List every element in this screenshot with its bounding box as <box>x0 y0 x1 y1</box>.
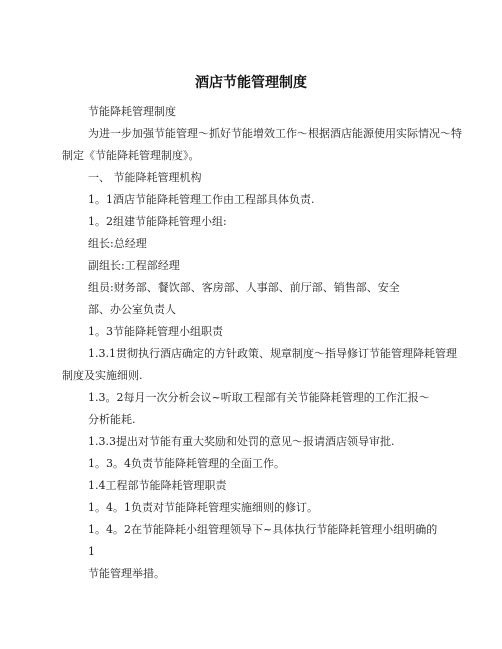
paragraph: 1.3.3提出对节能有重大奖励和处罚的意见～报请酒店领导审批. <box>88 435 395 448</box>
paragraph: 节能降耗管理制度 <box>88 105 176 118</box>
paragraph-line-continuation: 制定《节能降耗管理制度》。 <box>62 149 200 162</box>
paragraph: 副组长:工程部经理 <box>88 259 180 272</box>
paragraph: 分析能耗. <box>88 413 136 426</box>
paragraph-line-continuation: 制度及实施细则. <box>62 369 143 382</box>
subsection-heading: 1。3节能降耗管理小组职责 <box>88 325 223 338</box>
paragraph: 1。4。2在节能降耗小组管理领导下~具体执行节能降耗管理小组明确的 <box>88 523 438 536</box>
paragraph-line: 为进一步加强节能管理～抓好节能增效工作～根据酒店能源使用实际情况～特 <box>88 127 462 140</box>
subsection-heading: 1.4工程部节能降耗管理职责 <box>88 479 227 492</box>
paragraph: 组员:财务部、餐饮部、客房部、人事部、前厅部、销售部、安全 <box>88 281 400 294</box>
paragraph-line: 1.3.1贯彻执行酒店确定的方针政策、规章制度～指导修订节能管理降耗管理 <box>88 347 457 360</box>
page-number: 1 <box>88 545 95 558</box>
paragraph <box>62 346 457 383</box>
document-title: 酒店节能管理制度 <box>195 75 307 91</box>
paragraph: 1。4。1负责对节能降耗管理实施细则的修订。 <box>88 501 318 514</box>
paragraph: 1。3。4负责节能降耗管理的全面工作。 <box>88 457 285 470</box>
paragraph: 1。2组建节能降耗管理小组: <box>88 215 227 228</box>
paragraph: 部、办公室负责人 <box>88 303 176 316</box>
document-body <box>62 104 462 588</box>
paragraph: 1。1酒店节能降耗管理工作由工程部具体负责. <box>88 193 315 206</box>
paragraph: 1.3。2每月一次分析会议~听取工程部有关节能降耗管理的工作汇报～ <box>88 391 430 404</box>
paragraph: 节能管理举措。 <box>88 567 165 580</box>
paragraph <box>62 126 462 163</box>
paragraph: 组长:总经理 <box>88 237 147 250</box>
section-heading: 一、 节能降耗管理机构 <box>88 171 202 184</box>
